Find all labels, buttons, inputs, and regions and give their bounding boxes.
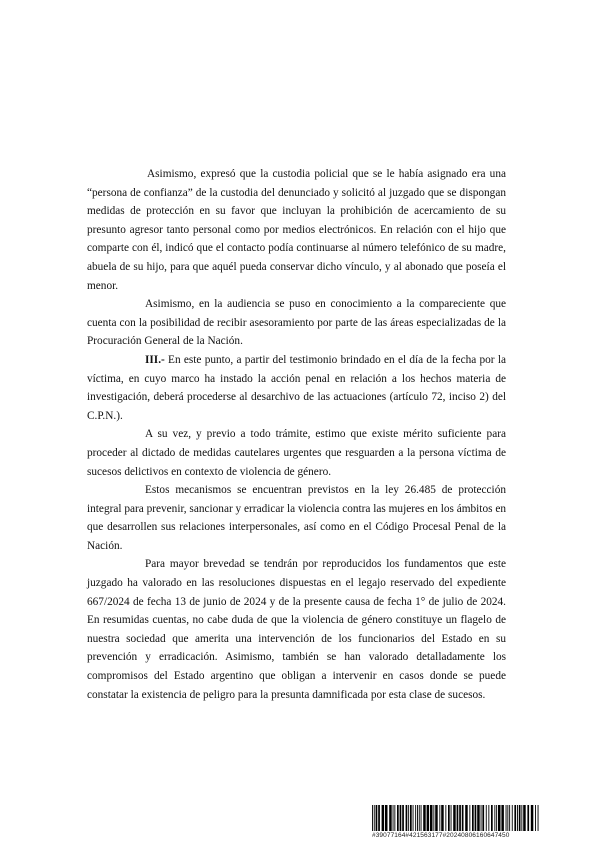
section-heading: III.-: [145, 353, 165, 366]
paragraph-text: En este punto, a partir del testimonio brindado en el día de la fecha por la víctima, en cuyo marco ha instado la acción penal en relación a los hechos materia de investigación, deberá procederse al desarchivo de las actuaciones (artículo 72, inciso 2) del C.P.N.).: [87, 353, 506, 422]
paragraph: Estos mecanismos se encuentran previstos en la ley 26.485 de protección integral para prevenir, sancionar y erradicar la violencia contra las mujeres en los ámbitos en que desarrollen sus relaciones interpersonales, así como en el Código Procesal Penal de la Nación.: [87, 484, 506, 552]
barcode: [372, 805, 540, 839]
barcode-number: #39077164#421563177#20240806160647450: [372, 832, 510, 839]
document-body: [87, 165, 506, 704]
paragraph: A su vez, y previo a todo trámite, estimo que existe mérito suficiente para proceder al dictado de medidas cautelares urgentes que resguarden a la persona víctima de sucesos delictivos en contexto de violencia de género.: [87, 428, 506, 478]
paragraph: Asimismo, en la audiencia se puso en conocimiento a la compareciente que cuenta con la posibilidad de recibir asesoramiento por parte de las áreas especializadas de la Procuración General de la Nación.: [87, 298, 506, 348]
paragraph: Asimismo, expresó que la custodia policial que se le había asignado era una “persona de confianza” de la custodia del denunciado y solicitó al juzgado que se dispongan medidas de protección en su favor que incluyan la prohibición de acercamiento de su presunto agresor tanto personal como por medios electrónicos. En relación con el hijo que comparte con él, indicó que el contacto podía continuarse al número telefónico de su madre, abuela de su hijo, para que aquél pueda conservar dicho vínculo, y al abonado que poseía el menor.: [87, 168, 506, 292]
paragraph: Para mayor brevedad se tendrán por reproducidos los fundamentos que este juzgado ha valorado en las resoluciones dispuestas en el legajo reservado del expediente 667/2024 de fecha 13 de junio de 2024 y de la presente causa de fecha 1° de julio de 2024. En resumidas cuentas, no cabe duda de que la violencia de género constituye un flagelo de nuestra sociedad que amerita una intervención de los funcionarios del Estado en su prevención y erradicación. Asimismo, también se han valorado detalladamente los compromisos del Estado argentino que obligan a intervenir en casos donde se puede constatar la existencia de peligro para la presunta damnificada por esta clase de sucesos.: [87, 558, 506, 701]
barcode-bars: [372, 805, 540, 831]
paragraph: [87, 351, 506, 425]
